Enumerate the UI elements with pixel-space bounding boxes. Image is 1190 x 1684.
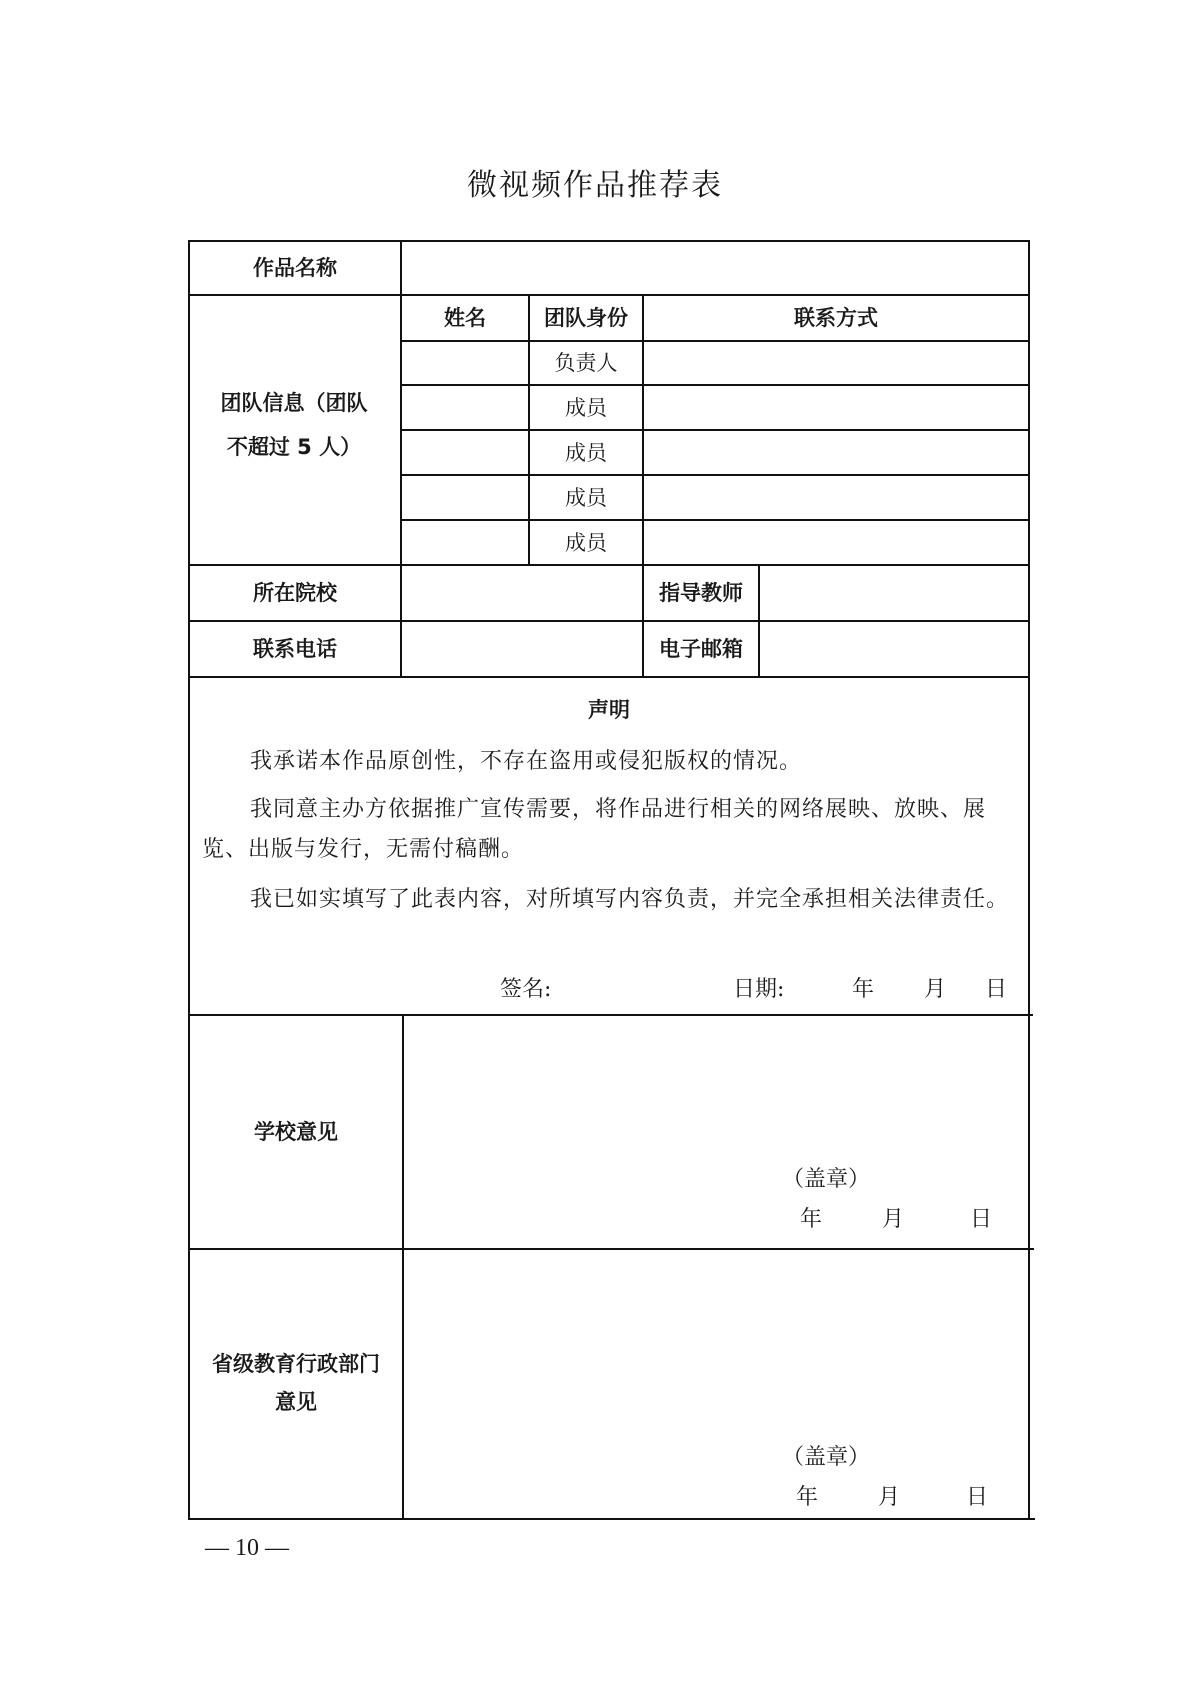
label-phone: 联系电话 xyxy=(253,637,337,661)
phone-field[interactable] xyxy=(402,622,642,676)
team-role: 成员 xyxy=(565,440,607,465)
email-field[interactable] xyxy=(760,622,1028,676)
label-school: 所在院校 xyxy=(253,581,337,605)
school-date-year: 年 xyxy=(800,1207,823,1232)
label-advisor: 指导教师 xyxy=(659,581,743,605)
school-date-day: 日 xyxy=(970,1207,993,1232)
table-border-left xyxy=(188,240,190,1520)
team-contact-field[interactable] xyxy=(644,431,1028,474)
label-province-opinion: 省级教育行政部门意见 xyxy=(212,1352,380,1414)
work-name-field[interactable] xyxy=(402,242,1028,294)
date-month-label: 月 xyxy=(924,977,947,1002)
team-role: 成员 xyxy=(565,395,607,420)
team-role: 负责人 xyxy=(554,351,618,375)
table-border-bottom xyxy=(190,1518,1035,1520)
header-name: 姓名 xyxy=(444,306,486,330)
province-date-day: 日 xyxy=(966,1485,989,1510)
province-opinion-field[interactable] xyxy=(404,1250,1028,1430)
team-contact-field[interactable] xyxy=(644,386,1028,429)
team-contact-field[interactable] xyxy=(644,521,1028,564)
header-role: 团队身份 xyxy=(544,306,628,330)
team-name-field[interactable] xyxy=(402,476,528,519)
team-role: 成员 xyxy=(565,530,607,555)
page-title: 微视频作品推荐表 xyxy=(467,168,723,203)
team-contact-field[interactable] xyxy=(644,342,1028,384)
province-date-year: 年 xyxy=(796,1485,819,1510)
label-email: 电子邮箱 xyxy=(659,637,743,661)
label-team-info: 团队信息（团队不超过 5 人） xyxy=(220,391,368,459)
school-date-month: 月 xyxy=(882,1207,905,1232)
label-school-opinion: 学校意见 xyxy=(254,1120,338,1144)
team-name-field[interactable] xyxy=(402,386,528,429)
date-day-label: 日 xyxy=(985,977,1008,1002)
school-seal-label: （盖章） xyxy=(782,1167,871,1192)
row-line xyxy=(188,676,1030,678)
signature-label: 签名: xyxy=(500,977,552,1002)
signature-field[interactable] xyxy=(560,965,710,1001)
date-year-label: 年 xyxy=(852,977,875,1002)
team-name-field[interactable] xyxy=(402,521,528,564)
team-name-field[interactable] xyxy=(402,431,528,474)
label-work-name: 作品名称 xyxy=(253,256,337,280)
school-opinion-field[interactable] xyxy=(404,1016,1028,1166)
team-name-field[interactable] xyxy=(402,342,528,384)
table-border-right xyxy=(1028,240,1030,1520)
date-label: 日期: xyxy=(733,977,785,1002)
declaration-paragraph: 我承诺本作品原创性，不存在盗用或侵犯版权的情况。 xyxy=(250,749,803,774)
page-number: — 10 — xyxy=(205,1535,289,1561)
team-role: 成员 xyxy=(565,485,607,510)
school-field[interactable] xyxy=(402,566,642,620)
advisor-field[interactable] xyxy=(760,566,1028,620)
province-date-month: 月 xyxy=(878,1485,901,1510)
team-contact-field[interactable] xyxy=(644,476,1028,519)
declaration-heading: 声明 xyxy=(588,698,630,722)
declaration-paragraph: 我同意主办方依据推广宣传需要，将作品进行相关的网络展映、放映、展览、出版与发行，无需付稿酬。 xyxy=(202,797,987,862)
header-contact: 联系方式 xyxy=(794,306,878,330)
province-seal-label: （盖章） xyxy=(782,1445,871,1470)
declaration-paragraph: 我已如实填写了此表内容，对所填写内容负责，并完全承担相关法律责任。 xyxy=(250,887,1010,912)
